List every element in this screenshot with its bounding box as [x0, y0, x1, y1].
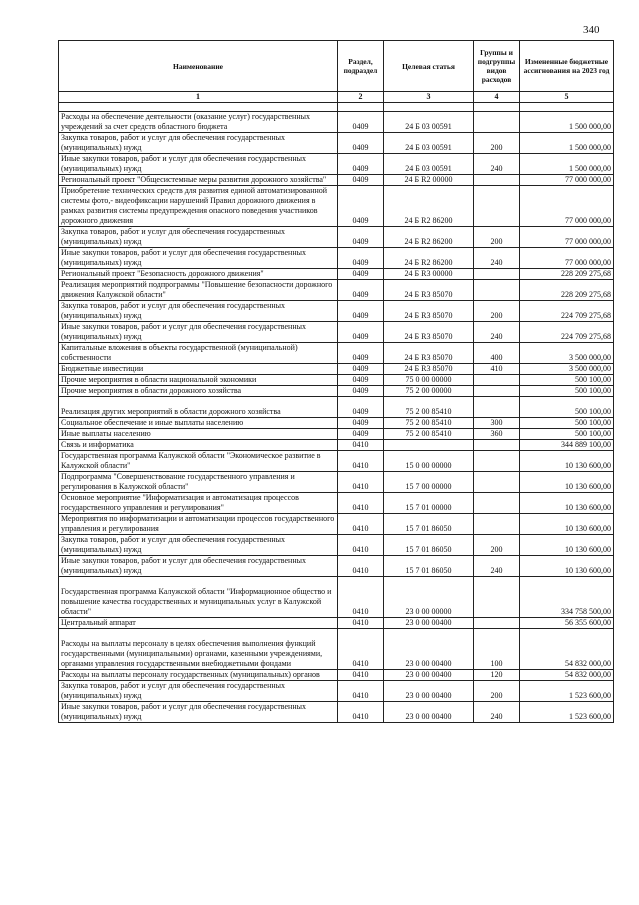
row-group: 240: [474, 248, 520, 269]
column-number: 2: [338, 92, 384, 103]
row-amount: 500 100,00: [520, 429, 614, 440]
row-name: Иные выплаты населению: [59, 429, 338, 440]
row-name: Закупка товаров, работ и услуг для обеспечения государственных (муниципальных) нужд: [59, 681, 338, 702]
column-number: 3: [384, 92, 474, 103]
row-group: 400: [474, 343, 520, 364]
row-group: [474, 269, 520, 280]
row-group: 360: [474, 429, 520, 440]
row-group: 200: [474, 133, 520, 154]
row-amount: 500 100,00: [520, 386, 614, 397]
row-section: 0409: [338, 186, 384, 227]
header-section: Раздел, подраздел: [338, 41, 384, 92]
row-name: Подпрограмма "Совершенствование государственного управления и регулирования в Калужской области": [59, 472, 338, 493]
table-header-row: [59, 41, 614, 92]
row-target: 23 0 00 00400: [384, 681, 474, 702]
row-section: 0410: [338, 670, 384, 681]
row-group: 240: [474, 322, 520, 343]
table-body: [59, 103, 614, 723]
table-row: [59, 702, 614, 723]
header-target: Целевая статья: [384, 41, 474, 92]
table-row: [59, 556, 614, 577]
row-target: 24 Б R2 86200: [384, 227, 474, 248]
row-group: 300: [474, 418, 520, 429]
row-name: Государственная программа Калужской области "Информационное общество и повышение качества государственных и муниципальных услуг в Калужской области": [59, 577, 338, 618]
row-name: Расходы на выплаты персоналу государственных (муниципальных) органов: [59, 670, 338, 681]
row-amount: 3 500 000,00: [520, 364, 614, 375]
table-row: [59, 112, 614, 133]
row-group: 410: [474, 364, 520, 375]
table-row: [59, 418, 614, 429]
row-name: Региональный проект "Безопасность дорожного движения": [59, 269, 338, 280]
row-amount: 228 209 275,68: [520, 269, 614, 280]
row-group: 200: [474, 301, 520, 322]
row-section: 0409: [338, 343, 384, 364]
row-amount: 10 130 600,00: [520, 535, 614, 556]
row-target: 24 Б R3 85070: [384, 280, 474, 301]
row-group: [474, 375, 520, 386]
row-amount: 77 000 000,00: [520, 227, 614, 248]
row-amount: 54 832 000,00: [520, 629, 614, 670]
row-target: 23 0 00 00400: [384, 629, 474, 670]
row-name: Прочие мероприятия в области национальной экономики: [59, 375, 338, 386]
row-group: [474, 112, 520, 133]
table-row: [59, 301, 614, 322]
row-group: [474, 386, 520, 397]
row-group: 200: [474, 227, 520, 248]
row-name: Закупка товаров, работ и услуг для обеспечения государственных (муниципальных) нужд: [59, 535, 338, 556]
row-amount: 228 209 275,68: [520, 280, 614, 301]
row-target: 24 Б R3 85070: [384, 364, 474, 375]
row-group: 200: [474, 681, 520, 702]
row-target: 75 2 00 85410: [384, 418, 474, 429]
budget-table: [58, 40, 614, 723]
table-row: [59, 186, 614, 227]
table-row: [59, 375, 614, 386]
table-row: [59, 364, 614, 375]
row-name: Реализация других мероприятий в области дорожного хозяйства: [59, 397, 338, 418]
row-amount: 10 130 600,00: [520, 451, 614, 472]
row-section: 0410: [338, 629, 384, 670]
row-name: Государственная программа Калужской области "Экономическое развитие в Калужской области": [59, 451, 338, 472]
row-group: [474, 186, 520, 227]
table-row: [59, 493, 614, 514]
column-number: 1: [59, 92, 338, 103]
column-number: 4: [474, 92, 520, 103]
row-target: 15 0 00 00000: [384, 451, 474, 472]
table-row: [59, 472, 614, 493]
row-target: 23 0 00 00400: [384, 702, 474, 723]
table-row: [59, 681, 614, 702]
row-target: 24 Б R2 00000: [384, 175, 474, 186]
row-amount: 224 709 275,68: [520, 322, 614, 343]
row-name: Основное мероприятие "Информатизация и автоматизация процессов государственного управления и регулирования": [59, 493, 338, 514]
row-amount: 10 130 600,00: [520, 493, 614, 514]
spacer-row: [59, 103, 614, 112]
table-row: [59, 618, 614, 629]
row-group: [474, 577, 520, 618]
row-section: 0410: [338, 681, 384, 702]
row-target: 23 0 00 00400: [384, 618, 474, 629]
row-target: 75 0 00 00000: [384, 375, 474, 386]
row-target: 24 Б R3 85070: [384, 322, 474, 343]
row-amount: 500 100,00: [520, 418, 614, 429]
row-section: 0410: [338, 702, 384, 723]
row-section: 0410: [338, 618, 384, 629]
row-amount: 1 523 600,00: [520, 702, 614, 723]
row-group: 120: [474, 670, 520, 681]
row-section: 0409: [338, 364, 384, 375]
row-target: 15 7 01 00000: [384, 493, 474, 514]
row-section: 0409: [338, 227, 384, 248]
row-group: [474, 175, 520, 186]
row-amount: 10 130 600,00: [520, 472, 614, 493]
row-amount: 54 832 000,00: [520, 670, 614, 681]
row-name: Иные закупки товаров, работ и услуг для обеспечения государственных (муниципальных) нужд: [59, 322, 338, 343]
row-name: Региональный проект "Общесистемные меры развития дорожного хозяйства": [59, 175, 338, 186]
row-target: 24 Б R2 86200: [384, 248, 474, 269]
row-group: 100: [474, 629, 520, 670]
row-section: 0410: [338, 577, 384, 618]
table-row: [59, 429, 614, 440]
row-section: 0409: [338, 418, 384, 429]
row-name: Бюджетные инвестиции: [59, 364, 338, 375]
row-target: 24 Б 03 00591: [384, 112, 474, 133]
table-row: [59, 269, 614, 280]
row-section: 0409: [338, 112, 384, 133]
table-row: [59, 514, 614, 535]
row-section: 0409: [338, 301, 384, 322]
table-row: [59, 451, 614, 472]
row-section: 0410: [338, 451, 384, 472]
row-group: [474, 440, 520, 451]
column-numbers-row: [59, 92, 614, 103]
table-row: [59, 343, 614, 364]
table-row: [59, 535, 614, 556]
row-target: 24 Б R3 85070: [384, 301, 474, 322]
row-group: 240: [474, 154, 520, 175]
row-section: 0410: [338, 472, 384, 493]
table-row: [59, 440, 614, 451]
row-group: [474, 397, 520, 418]
row-name: Капитальные вложения в объекты государственной (муниципальной) собственности: [59, 343, 338, 364]
row-target: 15 7 01 86050: [384, 556, 474, 577]
row-section: 0410: [338, 440, 384, 451]
table-row: [59, 397, 614, 418]
row-section: 0409: [338, 248, 384, 269]
row-section: 0409: [338, 133, 384, 154]
row-name: Иные закупки товаров, работ и услуг для обеспечения государственных (муниципальных) нужд: [59, 154, 338, 175]
row-amount: 77 000 000,00: [520, 248, 614, 269]
row-section: 0409: [338, 154, 384, 175]
header-name: Наименование: [59, 41, 338, 92]
page-number: 340: [583, 24, 600, 36]
table-row: [59, 322, 614, 343]
row-amount: 224 709 275,68: [520, 301, 614, 322]
row-group: [474, 472, 520, 493]
table-row: [59, 670, 614, 681]
row-target: 75 2 00 00000: [384, 386, 474, 397]
table-row: [59, 280, 614, 301]
row-section: 0409: [338, 280, 384, 301]
table-row: [59, 248, 614, 269]
row-name: Приобретение технических средств для развития единой автоматизированной системы фото,- видеофиксации нарушений Правил дорожного движения в рамках развития системы предупреждения опасного поведения участников дорожного движения: [59, 186, 338, 227]
row-amount: 56 355 600,00: [520, 618, 614, 629]
table-row: [59, 629, 614, 670]
row-section: 0410: [338, 535, 384, 556]
row-name: Иные закупки товаров, работ и услуг для обеспечения государственных (муниципальных) нужд: [59, 556, 338, 577]
row-target: 23 0 00 00400: [384, 670, 474, 681]
row-section: 0410: [338, 556, 384, 577]
row-section: 0409: [338, 175, 384, 186]
column-number: 5: [520, 92, 614, 103]
row-amount: 77 000 000,00: [520, 186, 614, 227]
row-section: 0409: [338, 386, 384, 397]
row-name: Иные закупки товаров, работ и услуг для обеспечения государственных (муниципальных) нужд: [59, 248, 338, 269]
row-amount: 77 000 000,00: [520, 175, 614, 186]
row-group: 240: [474, 702, 520, 723]
row-name: Закупка товаров, работ и услуг для обеспечения государственных (муниципальных) нужд: [59, 133, 338, 154]
row-group: 200: [474, 535, 520, 556]
row-section: 0410: [338, 493, 384, 514]
row-group: 240: [474, 556, 520, 577]
row-target: 24 Б R3 00000: [384, 269, 474, 280]
row-name: Закупка товаров, работ и услуг для обеспечения государственных (муниципальных) нужд: [59, 301, 338, 322]
row-target: 15 7 00 00000: [384, 472, 474, 493]
row-target: 23 0 00 00000: [384, 577, 474, 618]
row-name: Социальное обеспечение и иные выплаты населению: [59, 418, 338, 429]
row-name: Мероприятия по информатизации и автоматизации процессов государственного управления и регулирования: [59, 514, 338, 535]
row-group: [474, 618, 520, 629]
row-amount: 334 758 500,00: [520, 577, 614, 618]
table-row: [59, 577, 614, 618]
row-target: 24 Б 03 00591: [384, 154, 474, 175]
row-name: Иные закупки товаров, работ и услуг для обеспечения государственных (муниципальных) нужд: [59, 702, 338, 723]
row-group: [474, 451, 520, 472]
table-row: [59, 386, 614, 397]
row-group: [474, 514, 520, 535]
row-amount: 500 100,00: [520, 375, 614, 386]
row-target: 24 Б R2 86200: [384, 186, 474, 227]
header-amount: Измененные бюджетные ассигнования на 2023 год: [520, 41, 614, 92]
row-amount: 1 523 600,00: [520, 681, 614, 702]
row-name: Расходы на обеспечение деятельности (оказание услуг) государственных учреждений за счет средств областного бюджета: [59, 112, 338, 133]
row-amount: 1 500 000,00: [520, 133, 614, 154]
table-row: [59, 133, 614, 154]
row-name: Центральный аппарат: [59, 618, 338, 629]
row-name: Расходы на выплаты персоналу в целях обеспечения выполнения функций государственными (муниципальными) органами, казенными учреждениями, органами управления государственными внебюджетными фондами: [59, 629, 338, 670]
table-row: [59, 175, 614, 186]
row-section: 0409: [338, 397, 384, 418]
header-groups: Группы и подгруппы видов расходов: [474, 41, 520, 92]
row-target: [384, 440, 474, 451]
table-row: [59, 227, 614, 248]
table-row: [59, 154, 614, 175]
row-target: 15 7 01 86050: [384, 535, 474, 556]
row-section: 0409: [338, 375, 384, 386]
row-name: Связь и информатика: [59, 440, 338, 451]
row-amount: 3 500 000,00: [520, 343, 614, 364]
row-name: Реализация мероприятий подпрограммы "Повышение безопасности дорожного движения Калужской области": [59, 280, 338, 301]
row-group: [474, 280, 520, 301]
row-section: 0409: [338, 429, 384, 440]
row-section: 0409: [338, 322, 384, 343]
row-name: Закупка товаров, работ и услуг для обеспечения государственных (муниципальных) нужд: [59, 227, 338, 248]
row-amount: 1 500 000,00: [520, 154, 614, 175]
row-target: 75 2 00 85410: [384, 429, 474, 440]
row-amount: 344 889 100,00: [520, 440, 614, 451]
row-target: 24 Б 03 00591: [384, 133, 474, 154]
row-target: 75 2 00 85410: [384, 397, 474, 418]
row-section: 0410: [338, 514, 384, 535]
row-section: 0409: [338, 269, 384, 280]
row-name: Прочие мероприятия в области дорожного хозяйства: [59, 386, 338, 397]
row-target: 24 Б R3 85070: [384, 343, 474, 364]
row-amount: 500 100,00: [520, 397, 614, 418]
row-amount: 10 130 600,00: [520, 556, 614, 577]
row-group: [474, 493, 520, 514]
row-amount: 1 500 000,00: [520, 112, 614, 133]
row-target: 15 7 01 86050: [384, 514, 474, 535]
row-amount: 10 130 600,00: [520, 514, 614, 535]
